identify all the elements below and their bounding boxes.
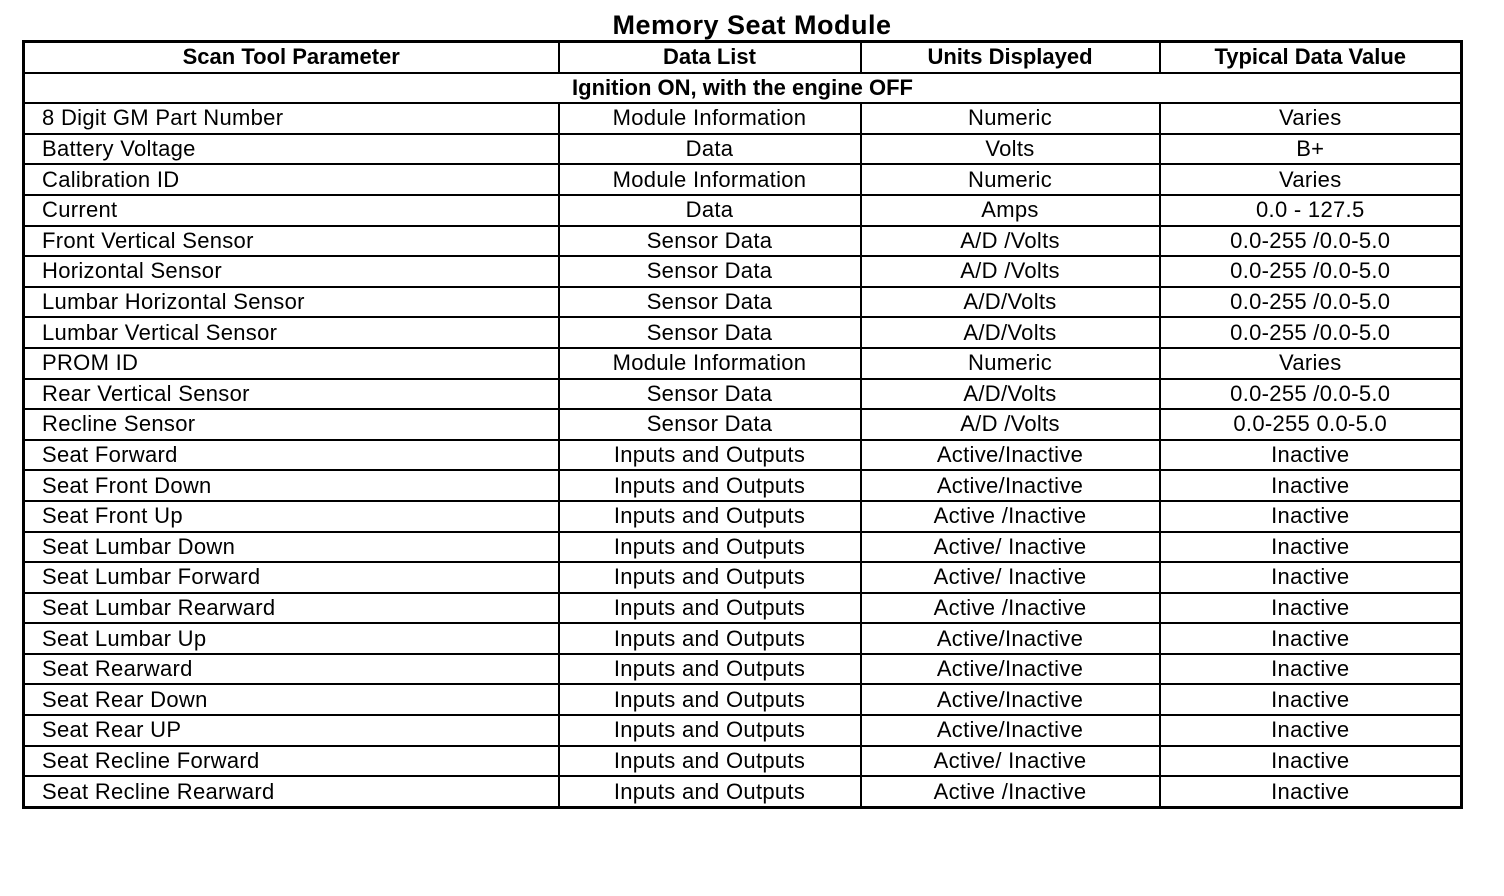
cell-units: Active/Inactive — [861, 440, 1160, 471]
column-header-typical: Typical Data Value — [1160, 42, 1462, 73]
cell-parameter: 8 Digit GM Part Number — [24, 103, 559, 134]
table-row — [24, 776, 1462, 807]
cell-data-list: Inputs and Outputs — [559, 593, 861, 624]
cell-data-list: Inputs and Outputs — [559, 440, 861, 471]
cell-data-list: Sensor Data — [559, 287, 861, 318]
cell-parameter: Seat Front Up — [24, 501, 559, 532]
cell-typical: Varies — [1160, 164, 1462, 195]
cell-data-list: Inputs and Outputs — [559, 470, 861, 501]
cell-typical: B+ — [1160, 134, 1462, 165]
table-row — [24, 684, 1462, 715]
cell-parameter: Front Vertical Sensor — [24, 226, 559, 257]
cell-data-list: Sensor Data — [559, 226, 861, 257]
cell-typical: 0.0-255 /0.0-5.0 — [1160, 287, 1462, 318]
cell-typical: Inactive — [1160, 776, 1462, 807]
table-row — [24, 470, 1462, 501]
cell-parameter: Calibration ID — [24, 164, 559, 195]
cell-parameter: Seat Lumbar Forward — [24, 562, 559, 593]
cell-typical: 0.0-255 0.0-5.0 — [1160, 409, 1462, 440]
cell-parameter: Seat Front Down — [24, 470, 559, 501]
cell-parameter: Seat Rear Down — [24, 684, 559, 715]
table-row — [24, 715, 1462, 746]
cell-data-list: Inputs and Outputs — [559, 746, 861, 777]
cell-parameter: Seat Forward — [24, 440, 559, 471]
cell-data-list: Data — [559, 134, 861, 165]
condition-cell: Ignition ON, with the engine OFF — [24, 73, 1462, 104]
cell-parameter: Seat Lumbar Rearward — [24, 593, 559, 624]
cell-parameter: Seat Lumbar Down — [24, 532, 559, 563]
cell-typical: Inactive — [1160, 562, 1462, 593]
cell-parameter: PROM ID — [24, 348, 559, 379]
data-table — [22, 40, 1463, 809]
table-body — [24, 73, 1462, 808]
cell-typical: Inactive — [1160, 501, 1462, 532]
table-row — [24, 654, 1462, 685]
cell-units: Active/Inactive — [861, 715, 1160, 746]
cell-units: A/D/Volts — [861, 287, 1160, 318]
cell-typical: Inactive — [1160, 715, 1462, 746]
cell-typical: 0.0-255 /0.0-5.0 — [1160, 226, 1462, 257]
cell-units: A/D/Volts — [861, 379, 1160, 410]
cell-parameter: Seat Rearward — [24, 654, 559, 685]
cell-data-list: Inputs and Outputs — [559, 715, 861, 746]
header-row — [24, 42, 1462, 73]
cell-parameter: Horizontal Sensor — [24, 256, 559, 287]
cell-parameter: Seat Recline Forward — [24, 746, 559, 777]
cell-units: Numeric — [861, 348, 1160, 379]
column-header-parameter: Scan Tool Parameter — [24, 42, 559, 73]
table-row — [24, 256, 1462, 287]
cell-parameter: Rear Vertical Sensor — [24, 379, 559, 410]
cell-units: Active/Inactive — [861, 623, 1160, 654]
cell-parameter: Lumbar Vertical Sensor — [24, 317, 559, 348]
cell-units: Active /Inactive — [861, 776, 1160, 807]
column-header-data-list: Data List — [559, 42, 861, 73]
table-row — [24, 134, 1462, 165]
cell-data-list: Inputs and Outputs — [559, 776, 861, 807]
cell-units: Active /Inactive — [861, 593, 1160, 624]
cell-units: Active /Inactive — [861, 501, 1160, 532]
cell-parameter: Current — [24, 195, 559, 226]
table-row — [24, 409, 1462, 440]
cell-units: A/D /Volts — [861, 409, 1160, 440]
table-row — [24, 195, 1462, 226]
table-row — [24, 103, 1462, 134]
cell-typical: Inactive — [1160, 470, 1462, 501]
cell-typical: Inactive — [1160, 593, 1462, 624]
cell-units: Active/ Inactive — [861, 562, 1160, 593]
cell-data-list: Inputs and Outputs — [559, 562, 861, 593]
cell-units: Active/Inactive — [861, 654, 1160, 685]
cell-parameter: Seat Rear UP — [24, 715, 559, 746]
cell-typical: Inactive — [1160, 654, 1462, 685]
cell-parameter: Lumbar Horizontal Sensor — [24, 287, 559, 318]
cell-units: A/D/Volts — [861, 317, 1160, 348]
cell-typical: Inactive — [1160, 440, 1462, 471]
cell-parameter: Seat Recline Rearward — [24, 776, 559, 807]
cell-units: Active/ Inactive — [861, 746, 1160, 777]
table-row — [24, 501, 1462, 532]
table-row — [24, 532, 1462, 563]
table-row — [24, 287, 1462, 318]
cell-typical: Inactive — [1160, 746, 1462, 777]
cell-typical: 0.0-255 /0.0-5.0 — [1160, 379, 1462, 410]
cell-data-list: Module Information — [559, 103, 861, 134]
cell-data-list: Inputs and Outputs — [559, 623, 861, 654]
table-row — [24, 593, 1462, 624]
table-row — [24, 562, 1462, 593]
cell-typical: Inactive — [1160, 532, 1462, 563]
cell-typical: 0.0 - 127.5 — [1160, 195, 1462, 226]
cell-typical: Inactive — [1160, 684, 1462, 715]
table-row — [24, 226, 1462, 257]
cell-units: Numeric — [861, 103, 1160, 134]
table-row — [24, 317, 1462, 348]
cell-data-list: Module Information — [559, 164, 861, 195]
cell-units: Numeric — [861, 164, 1160, 195]
cell-parameter: Recline Sensor — [24, 409, 559, 440]
cell-typical: Varies — [1160, 103, 1462, 134]
cell-data-list: Inputs and Outputs — [559, 501, 861, 532]
page-title: Memory Seat Module — [612, 10, 892, 40]
cell-data-list: Data — [559, 195, 861, 226]
cell-typical: 0.0-255 /0.0-5.0 — [1160, 256, 1462, 287]
cell-units: Amps — [861, 195, 1160, 226]
cell-data-list: Sensor Data — [559, 256, 861, 287]
cell-data-list: Sensor Data — [559, 409, 861, 440]
cell-units: Volts — [861, 134, 1160, 165]
cell-data-list: Inputs and Outputs — [559, 684, 861, 715]
table-row — [24, 379, 1462, 410]
cell-data-list: Inputs and Outputs — [559, 532, 861, 563]
condition-row — [24, 73, 1462, 104]
cell-units: Active/Inactive — [861, 470, 1160, 501]
table-row — [24, 746, 1462, 777]
cell-typical: Varies — [1160, 348, 1462, 379]
table-row — [24, 623, 1462, 654]
cell-data-list: Sensor Data — [559, 379, 861, 410]
table-row — [24, 440, 1462, 471]
cell-units: Active/Inactive — [861, 684, 1160, 715]
cell-data-list: Inputs and Outputs — [559, 654, 861, 685]
cell-units: A/D /Volts — [861, 256, 1160, 287]
cell-typical: 0.0-255 /0.0-5.0 — [1160, 317, 1462, 348]
table-row — [24, 348, 1462, 379]
cell-units: A/D /Volts — [861, 226, 1160, 257]
cell-units: Active/ Inactive — [861, 532, 1160, 563]
table-row — [24, 164, 1462, 195]
cell-data-list: Sensor Data — [559, 317, 861, 348]
column-header-units: Units Displayed — [861, 42, 1160, 73]
cell-data-list: Module Information — [559, 348, 861, 379]
cell-typical: Inactive — [1160, 623, 1462, 654]
cell-parameter: Seat Lumbar Up — [24, 623, 559, 654]
cell-parameter: Battery Voltage — [24, 134, 559, 165]
